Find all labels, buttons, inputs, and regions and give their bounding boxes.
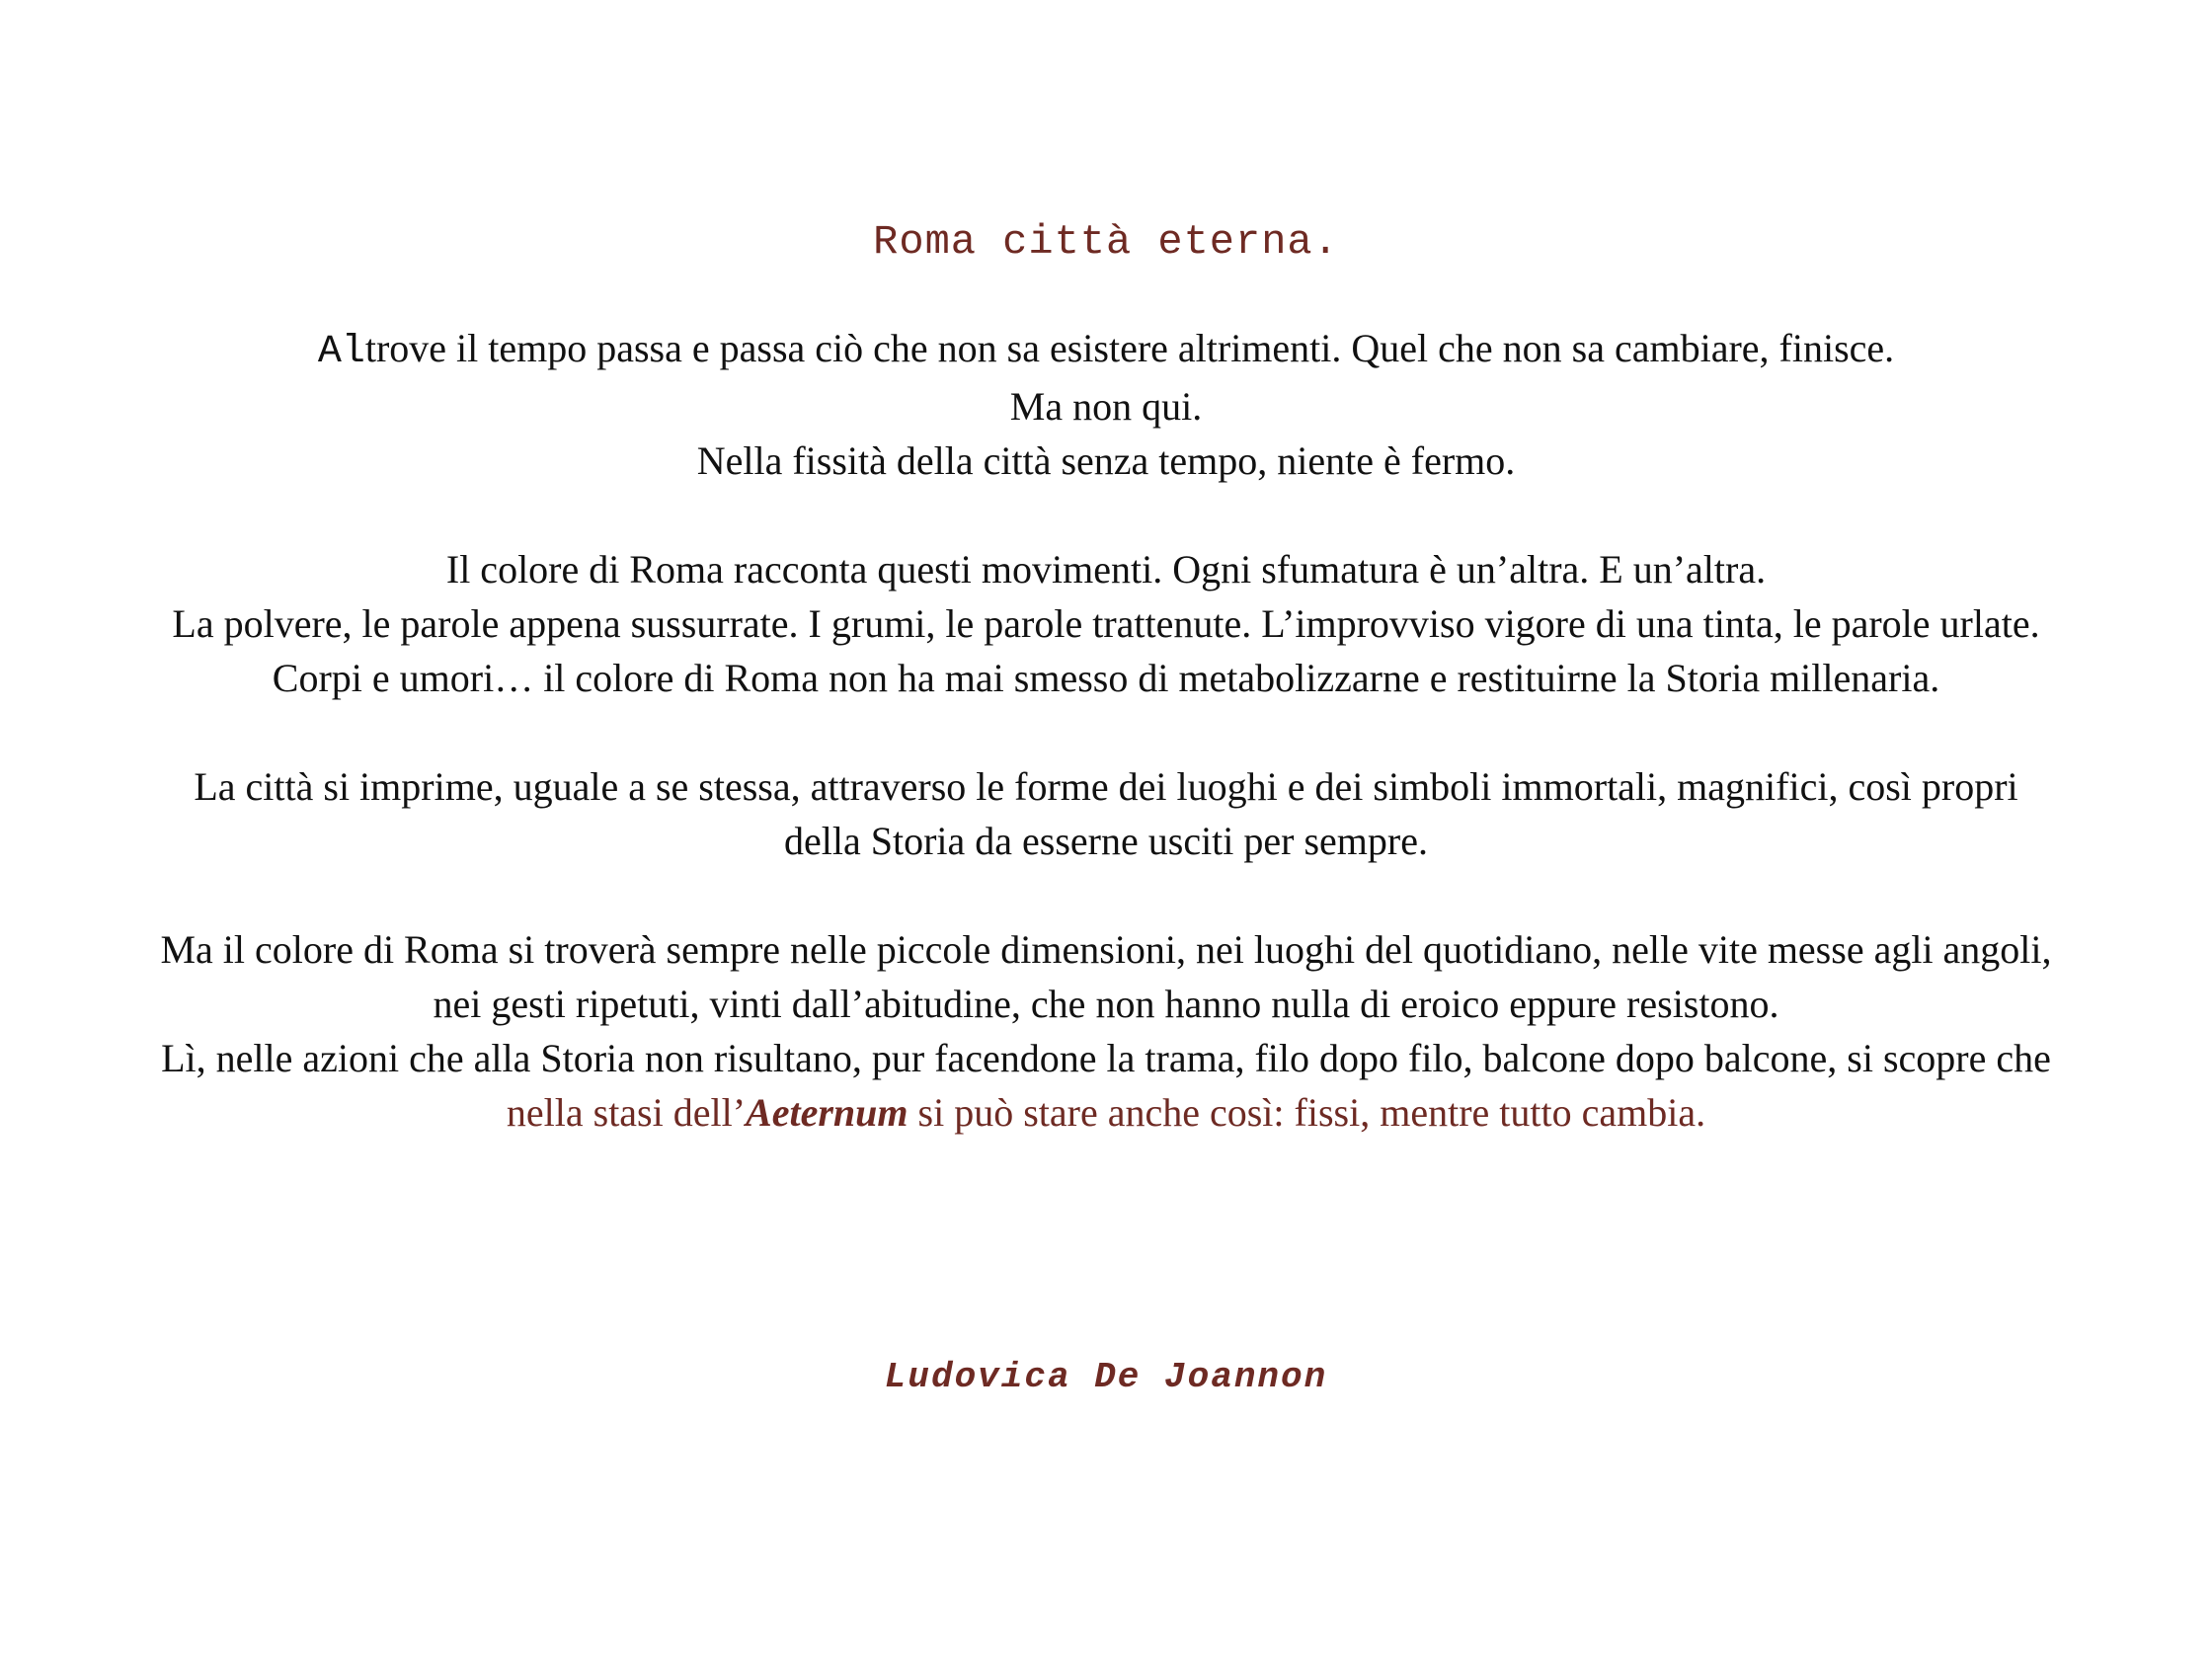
page-title: Roma città eterna. [873,218,1339,266]
paragraph-gap [0,488,2212,542]
paragraph-2-line-3: Corpi e umori… il colore di Roma non ha mai smesso di metabolizzarne e restituirne la Storia millenaria. [272,656,1940,700]
paragraph-gap [0,868,2212,922]
paragraph-1-lead: Al [317,330,365,374]
author-signature: Ludovica De Joannon [884,1357,1328,1397]
paragraph-1-line-1 [0,321,2212,379]
paragraph-4-line-2: nei gesti ripetuti, vinti dall’abitudine, che non hanno nulla di eroico eppure resistono. [433,982,1779,1026]
paragraph-gap [0,705,2212,759]
paragraph-4-line-3: Lì, nelle azioni che alla Storia non risultano, pur facendone la trama, filo dopo filo, balcone dopo balcone, si scopre che [161,1036,2051,1080]
paragraph-3-line-2: della Storia da esserne usciti per sempre. [784,819,1428,863]
body-text [0,321,2212,1140]
paragraph-2-line-1: Il colore di Roma racconta questi movimenti. Ogni sfumatura è un’altra. E un’altra. [445,547,1767,592]
paragraph-1-line-3: Nella fissità della città senza tempo, niente è fermo. [696,438,1516,483]
paragraph-4-line-4-after: si può stare anche così: fissi, mentre tutto cambia. [908,1090,1706,1135]
paragraph-2-line-2: La polvere, le parole appena sussurrate. I grumi, le parole trattenute. L’improvviso vigore di una tinta, le parole urlate. [172,601,2040,646]
paragraph-3-line-1: La città si imprime, uguale a se stessa, attraverso le forme dei luoghi e dei simboli immortali, magnifici, così propri [194,764,2018,809]
paragraph-1-line-2: Ma non qui. [1009,384,1203,429]
paragraph-4-line-4 [0,1085,2212,1140]
paragraph-1-line-1-rest: trove il tempo passa e passa ciò che non sa esistere altrimenti. Quel che non sa cambiare, finisce. [364,326,1895,370]
aeternum-emphasis: Aeternum [746,1090,908,1135]
paragraph-4-line-1: Ma il colore di Roma si troverà sempre nelle piccole dimensioni, nei luoghi del quotidiano, nelle vite messe agli angoli, [160,927,2052,972]
paragraph-4-line-4-before: nella stasi dell’ [506,1090,747,1135]
